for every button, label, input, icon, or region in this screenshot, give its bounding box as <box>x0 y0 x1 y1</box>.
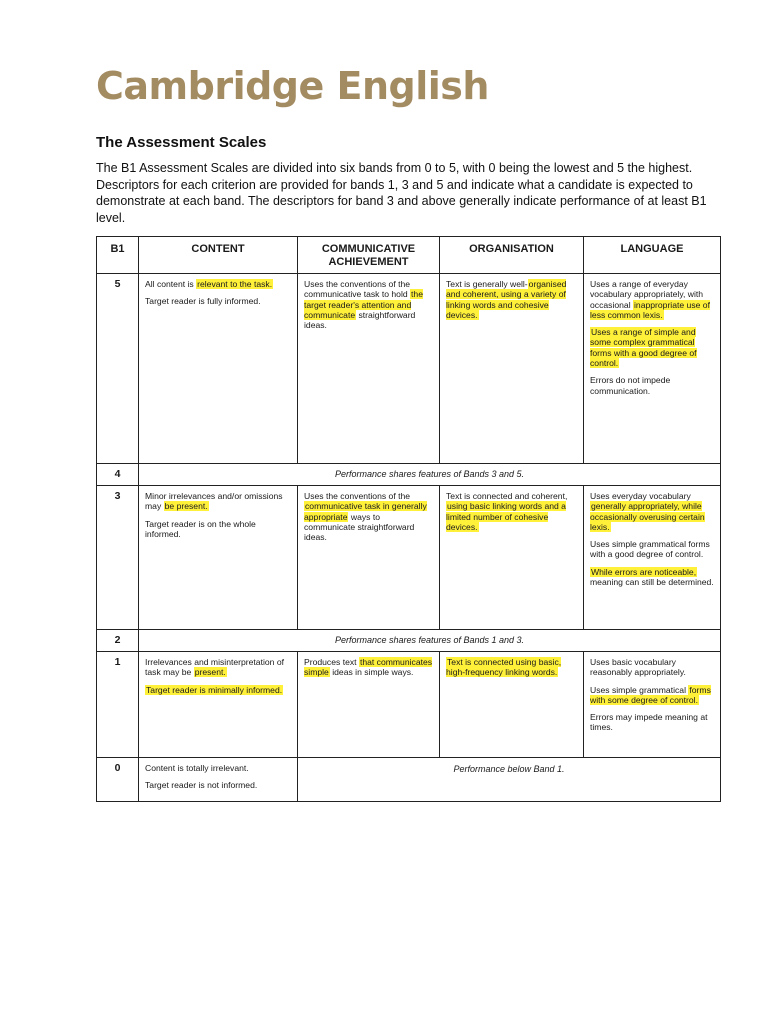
highlight-mark: communicative task in generally appropriate <box>304 501 427 522</box>
header-content: CONTENT <box>139 237 298 274</box>
descriptor: Text is connected and coherent, using basic linking words and a limited number of cohesive devices. <box>446 491 568 532</box>
highlight-mark: While errors are noticeable, <box>591 566 697 577</box>
band-number: 1 <box>97 652 139 758</box>
descriptor: Errors do not impede communication. <box>590 375 671 396</box>
highlight-mark: forms with some degree of control. <box>590 684 711 705</box>
band-number: 3 <box>97 486 139 630</box>
assessment-scales-table <box>96 236 721 802</box>
descriptor: While errors are noticeable, meaning can still be determined. <box>590 566 714 588</box>
section-heading: The Assessment Scales <box>96 134 267 151</box>
communicative-cell <box>298 486 440 630</box>
highlight-mark: Target reader is minimally informed. <box>146 684 283 695</box>
descriptor: Content is totally irrelevant. <box>145 763 249 773</box>
highlight-mark: Text is connected using basic, high-frequency linking words. <box>446 657 562 678</box>
band-number: 5 <box>97 274 139 464</box>
highlight-mark: be present. <box>164 501 208 512</box>
descriptor <box>590 327 714 368</box>
organisation-cell <box>440 274 584 464</box>
highlight-mark: using basic linking words and a limited number of cohesive devices. <box>446 501 566 532</box>
content-cell <box>139 274 298 464</box>
communicative-cell <box>298 652 440 758</box>
descriptor: Minor irrelevances and/or omissions may be present. <box>145 491 283 512</box>
table-row-band-1 <box>97 652 721 758</box>
language-cell <box>584 652 721 758</box>
descriptor: All content is relevant to the task. <box>145 279 273 289</box>
band-number: 2 <box>97 630 139 652</box>
band-note: Performance shares features of Bands 3 and 5. <box>139 464 721 486</box>
descriptor: Uses a range of everyday vocabulary appropriately, with occasional inappropriate use of less common lexis. <box>590 279 710 320</box>
highlight-mark: inappropriate use of less common lexis. <box>590 299 710 320</box>
descriptor: Errors may impede meaning at times. <box>590 712 708 733</box>
band-note: Performance shares features of Bands 1 and 3. <box>139 630 721 652</box>
descriptor: Target reader is on the whole informed. <box>145 518 256 539</box>
highlight-mark: Uses a range of simple and some complex grammatical forms with a good degree of control. <box>590 327 697 369</box>
cambridge-english-logo: Cambridge English <box>96 64 489 108</box>
descriptor: Uses everyday vocabulary generally appropriately, while occasionally overusing certain lexis. <box>590 491 705 532</box>
table-row-band-2 <box>97 630 721 652</box>
table-row-band-4 <box>97 464 721 486</box>
language-cell <box>584 486 721 630</box>
band-number: 4 <box>97 464 139 486</box>
highlight-mark: present. <box>194 667 226 678</box>
intro-paragraph: The B1 Assessment Scales are divided into six bands from 0 to 5, with 0 being the lowest and 5 the highest. Descriptors for each criterion are provided for bands 1, 3 and 5 and indicate what a candidate is expected to demonstrate at each band. The descriptors for band 3 and above generally indicate performance of at least B1 level. <box>96 161 707 225</box>
organisation-cell <box>440 652 584 758</box>
header-communicative-achievement: COMMUNICATIVE ACHIEVEMENT <box>298 237 440 274</box>
highlight-mark: generally appropriately, while occasionally overusing certain lexis. <box>590 501 705 532</box>
descriptor: Uses simple grammatical forms with some degree of control. <box>590 684 711 705</box>
organisation-cell <box>440 486 584 630</box>
highlight-mark: organised and coherent, using a variety of linking words and cohesive devices. <box>446 279 567 320</box>
descriptor: Uses the conventions of the communicative task in generally appropriate ways to communicate straightforward ideas. <box>304 491 427 543</box>
descriptor: Uses the conventions of the communicative task to hold the target reader's attention and communicate straightforward ideas. <box>304 279 423 331</box>
descriptor: Uses simple grammatical forms with a good degree of control. <box>590 539 710 560</box>
highlight-mark: that communicates simple <box>304 657 433 678</box>
descriptor: Irrelevances and misinterpretation of task may be present. <box>145 657 285 678</box>
language-cell <box>584 274 721 464</box>
header-language: LANGUAGE <box>584 237 721 274</box>
table-row-band-0 <box>97 758 721 802</box>
table-row-band-5 <box>97 274 721 464</box>
band-note: Performance below Band 1. <box>298 758 721 802</box>
table-header-row <box>97 237 721 274</box>
descriptor <box>145 685 291 695</box>
descriptor: Produces text that communicates simple ideas in simple ways. <box>304 657 433 678</box>
descriptor: Target reader is not informed. <box>145 780 258 791</box>
descriptor <box>446 657 577 678</box>
highlight-mark: relevant to the task. <box>197 279 273 289</box>
content-cell <box>139 758 298 802</box>
descriptor: Target reader is fully informed. <box>145 296 261 307</box>
communicative-cell <box>298 274 440 464</box>
descriptor: Uses basic vocabulary reasonably appropriately. <box>590 657 686 678</box>
header-organisation: ORGANISATION <box>440 237 584 274</box>
content-cell <box>139 486 298 630</box>
band-number: 0 <box>97 758 139 802</box>
content-cell <box>139 652 298 758</box>
highlight-mark: the target reader's attention and communicate <box>304 289 423 320</box>
header-band: B1 <box>97 237 139 274</box>
descriptor: Text is generally well-organised and coherent, using a variety of linking words and cohesive devices. <box>446 279 567 320</box>
table-row-band-3 <box>97 486 721 630</box>
